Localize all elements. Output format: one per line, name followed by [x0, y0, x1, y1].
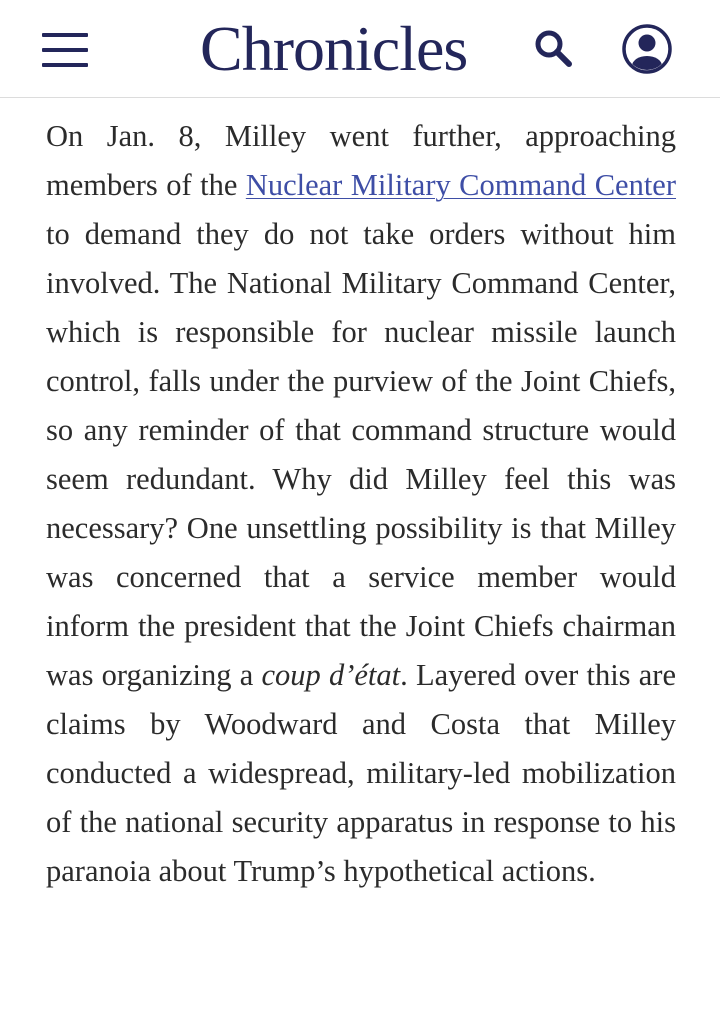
site-header [0, 0, 720, 98]
nuclear-command-center-link[interactable]: Nuclear Military Command Center [245, 168, 677, 202]
site-logo[interactable]: Chronicles [200, 13, 468, 84]
article-paragraph [46, 112, 676, 896]
hamburger-menu-icon[interactable] [42, 33, 88, 67]
paragraph-text-1: On Jan. 8, Milley went further, approaching members of the [46, 119, 676, 202]
paragraph-text-2: to demand they do not take orders without him involved. The National Military Command Center, which is responsible for nuclear missile launch control, falls under the purview of the Joint Chiefs, so any reminder of that command structure would seem redundant. Why did Milley feel this was necessary? One unsettling possibility is that Milley was concerned that a service member would inform the president that the Joint Chiefs chairman was organizing a [46, 217, 676, 692]
user-account-icon[interactable] [620, 22, 674, 76]
search-icon[interactable] [531, 26, 577, 72]
paragraph-text-3: . Layered over this are claims by Woodward and Costa that Milley conducted a widespread, military-led mobilization of the national security apparatus in response to his paranoia about Trump’s hypothetical actions. [46, 658, 676, 888]
coup-detat-italic: coup d’état [261, 658, 401, 692]
article-body [46, 112, 676, 896]
